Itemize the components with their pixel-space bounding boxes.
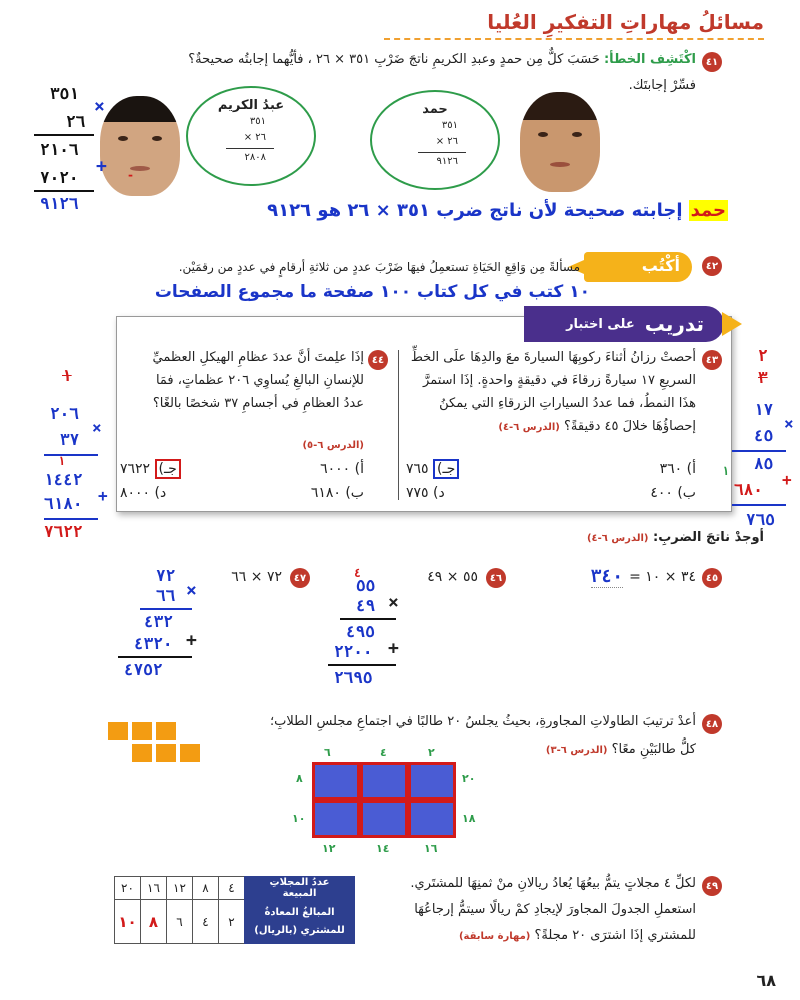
grid-right-label-1: ١٨ [462,812,476,825]
question-number-42: ٤٢ [702,256,722,276]
q41-work-p1: ٢١٠٦ [40,140,79,159]
q41-work-total: ٩١٢٦ [40,194,79,213]
table-cell: ١٦ [141,877,167,900]
table-cell-answer: ١٠ [115,900,141,944]
question-number-44: ٤٤ [368,350,388,370]
grid-bottom-label-0: ١٢ [322,842,336,855]
q44-work-p1: ١٤٤٢ [44,470,83,489]
q47-work-a: ٧٢ [156,566,176,585]
hamad-line2: ٢٦ × [435,136,458,147]
q44-question: إذَا علِمتَ أنَّ عددَ عظامِ الهيكلِ العظميِّ للإنسانِ البالغِ يُساوِي ٢٠٦ عظماتٍ، فمَا عددُ العظامِ في أجسامِ ٣٧ شخصًا بالغًا؟ [152,350,364,411]
table-cell: ٨ [193,877,219,900]
q41-explain: فسِّرْ إجابتَك. [628,78,696,93]
q46-work-total: ٢٦٩٥ [334,668,373,687]
grid-left-label-0: ٨ [296,772,303,785]
q43-option-b[interactable]: ب) ٤٠٠ [650,485,696,501]
q41-answer-text: إجابته صحيحة لأن ناتج ضرب ٣٥١ × ٢٦ هو ٩١٢٦ [267,200,683,221]
test-banner-small: على اختبار [566,316,635,332]
question-number-43: ٤٣ [702,350,722,370]
q49-lesson: (مهارة سابقة) [458,931,531,942]
magazines-table [114,876,355,944]
hamad-line1: ٣٥١ [441,120,458,131]
grid-table-4[interactable] [312,800,360,838]
q44-option-a[interactable]: أ) ٦٠٠٠ [320,461,364,477]
q46-work-carry: ٤ [354,566,362,580]
tables-arrangement-icon [108,722,198,772]
q43-work-p1: ٨٥ [754,454,774,473]
abdulkarim-line2: ٢٦ × [243,132,266,143]
q44-work-p2: ٦١٨٠ [44,494,83,513]
q49-text3 [386,924,696,948]
q46-work-b: ٤٩ [356,596,376,615]
q47-work-total: ٤٧٥٢ [124,660,163,679]
grid-table-1[interactable] [312,762,360,800]
q47-work-b: ٦٦ [156,586,176,605]
abdulkarim-line1: ٣٥١ [249,116,266,127]
q41-text [16,48,696,71]
q47-work-p2: ٤٣٢٠ [134,634,173,653]
grid-table-6[interactable] [408,800,456,838]
q44-work-carry: ١ [62,366,72,385]
grid-table-5[interactable] [360,800,408,838]
q44-work-times: × [92,418,102,437]
q41-work-b: ٢٦ [66,112,86,131]
table-cell: ٤ [219,877,245,900]
grid-left-label-1: ١٠ [292,812,306,825]
q44-option-c[interactable]: جـ) ٧٦٢٢ [120,458,181,482]
q48-text2 [546,738,696,762]
question-number-41: ٤١ [702,52,722,72]
q44-option-d[interactable]: د) ٨٠٠٠ [120,485,167,501]
question-number-45: ٤٥ [702,568,722,588]
question-number-46: ٤٦ [486,568,506,588]
grid-table-2[interactable] [360,762,408,800]
q44-work-total: ٧٦٢٢ [44,522,83,541]
table-row-sold [115,877,355,900]
table-header-sold: عددُ المجلاتِ المبيعة [245,877,355,900]
page-number: ٦٨ [756,971,776,990]
q47-work-plus: + [186,630,197,651]
tables-grid [292,746,476,856]
write-badge [584,252,692,282]
q43-work-carry1: ٢ [758,346,768,365]
q46-work-p2: ٢٢٠٠ [334,642,373,661]
q43-option-c[interactable]: جـ) ٧٦٥ [406,458,459,482]
q43-option-d[interactable]: د) ٧٧٥ [406,485,445,501]
grid-right-label-0: ٢٠ [462,772,476,785]
q48-lesson: (الدرس ٦-٣) [545,745,608,756]
q41-work-times: × [94,96,105,117]
q43-text [406,346,696,439]
abdulkarim-photo [100,96,180,196]
table-cell: ١٢ [167,877,193,900]
q42-text: مسألةً مِن وَاقِعِ الحَيَاةِ تستعمِلُ فيهَا ضَرْبَ عددٍ من ثلاثةِ أرقامٍ في عددٍ من رقمَيْن. [178,260,580,274]
table-cell-answer: ٨ [141,900,167,944]
q41-answer-name: حمد [690,200,726,221]
q44-option-b[interactable]: ب) ٦١٨٠ [310,485,364,501]
q49-text2: استعملِ الجدولَ المجاورَ لإيجادِ كمْ ريالًا سيتمُّ إرجاعُهَا [414,902,696,917]
q41-work-p2: ٧٠٢٠ [40,168,79,187]
q44-work-a: ٢٠٦ [50,404,79,423]
question-number-47: ٤٧ [290,568,310,588]
hamad-name: حمد [422,102,448,117]
hamad-photo [520,92,600,192]
q41-label: اكْتَشِف الخطأ: [603,52,696,67]
q43-options [406,458,696,506]
abdulkarim-name: عبدُ الكريم [217,98,285,113]
q43-work-a: ١٧ [754,400,774,419]
q43-question: أحصتْ رزانُ أثناءَ ركوبِهَا السيارةَ معَ والدِهَا علَى الخطِّ السريعِ ١٧ سيارةً زرقاءَ في دقيقةٍ واحدةٍ. إذَا استمرَّ هذَا النمطُ، فما عددُ السياراتِ الزرقاءِ التي يمكنُ إحصاؤُهَا خلالَ ٤٥ دقيقةً؟ [410,350,696,434]
q46-work-p1: ٤٩٥ [346,622,375,641]
grid-bottom-label-1: ١٤ [376,842,390,855]
q43-work-one: ١ [722,464,730,478]
q48-text: أعدْ ترتيبَ الطاولاتِ المجاورةِ، بحيثُ يجلسُ ٢٠ طالبًا في اجتماعِ مجلسِ الطلابِ؛ [269,714,696,729]
q42-answer: ١٠ كتب في كل كتاب ١٠٠ صفحة ما مجموع الصفحات [154,282,590,302]
find-product-label: أوجدْ ناتجَ الضربِ: [653,530,764,545]
table-cell: ٤ [193,900,219,944]
q45-expression [591,566,696,588]
q45-answer: ٣٤٠ [590,566,624,587]
q47-work-p1: ٤٣٢ [144,612,173,631]
hamad-speech-bubble [370,90,500,190]
q47-work-times: × [186,580,197,601]
q41-work-a: ٣٥١ [50,84,79,103]
q46-work-a: ٥٥ [356,576,376,595]
q43-option-a[interactable]: أ) ٣٦٠ [659,461,696,477]
grid-top-label-0: ٢ [428,746,435,759]
table-cell: ٢٠ [115,877,141,900]
q46-work-plus: + [388,638,399,659]
question-number-49: ٤٩ [702,876,722,896]
q44-text [136,346,364,415]
table-cell: ٢ [219,900,245,944]
hamad-result: ٩١٢٦ [436,156,458,167]
table-cell: ٦ [167,900,193,944]
q44-options [120,458,364,506]
test-banner-big: تدريب [644,312,704,336]
q43-work-b: ٤٥ [754,426,774,445]
q41-answer [267,200,728,221]
section-header [384,10,764,40]
q48-question2: كلُّ طالبَيْنِ معًا؟ [611,742,696,757]
grid-top-label-2: ٦ [324,746,331,759]
abdulkarim-speech-bubble [186,86,316,186]
q41-work-plus: + [96,156,107,177]
grid-table-3[interactable] [408,762,456,800]
q43-work-total: ٧٦٥ [746,510,775,529]
q43-work-times: × [784,414,794,433]
section-title: مسائلُ مهاراتِ التفكيرِ العُليا [487,10,764,34]
q44-work-plus: + [98,486,108,505]
stray-mark: - [128,168,133,182]
find-product-lesson: (الدرس ٦-٤) [586,533,649,544]
table-header-returned: المبالغُ المعادةُ للمشتري (بالريال) [245,900,355,944]
q43-work-p2: ٦٨٠ [734,480,763,499]
question-number-48: ٤٨ [702,714,722,734]
q45-expr: ٣٤ × ١٠ = [629,569,696,585]
q49-text: لكلِّ ٤ مجلاتٍ يتمُّ بيعُهَا يُعادُ ريالانِ منْ ثمنِهَا للمشتَري. [410,876,696,891]
q43-work-carry2: ٣ [758,368,768,387]
test-banner [524,306,724,342]
q43-lesson: (الدرس ٦-٤) [498,422,560,433]
q47-expression: ٧٢ × ٦٦ [231,569,282,585]
abdulkarim-result: ٢٨٠٨ [244,152,266,163]
grid-top-label-1: ٤ [380,746,387,759]
q49-question3: للمشتري إذَا اشترَى ٢٠ مجلةً؟ [534,928,696,943]
grid-bottom-label-2: ١٦ [424,842,438,855]
table-row-returned [115,900,355,944]
q44-lesson: (الدرس ٦-٥) [302,440,364,451]
find-product-heading [587,530,764,545]
q41-question: حَسَبَ كلٌّ مِن حمدٍ وعبدِ الكريمِ ناتجَ ضَرْبِ ٣٥١ × ٢٦ ، فأيُّهما إجابتُه صحيحةٌ؟ [188,52,600,67]
write-badge-label: أكْتُب [641,256,680,275]
q43-work-plus: + [782,470,792,489]
q46-expression: ٥٥ × ٤٩ [427,569,478,585]
q46-work-times: × [388,592,399,613]
q44-work-carry2: ١ [58,454,66,468]
q44-work-b: ٣٧ [60,430,80,449]
